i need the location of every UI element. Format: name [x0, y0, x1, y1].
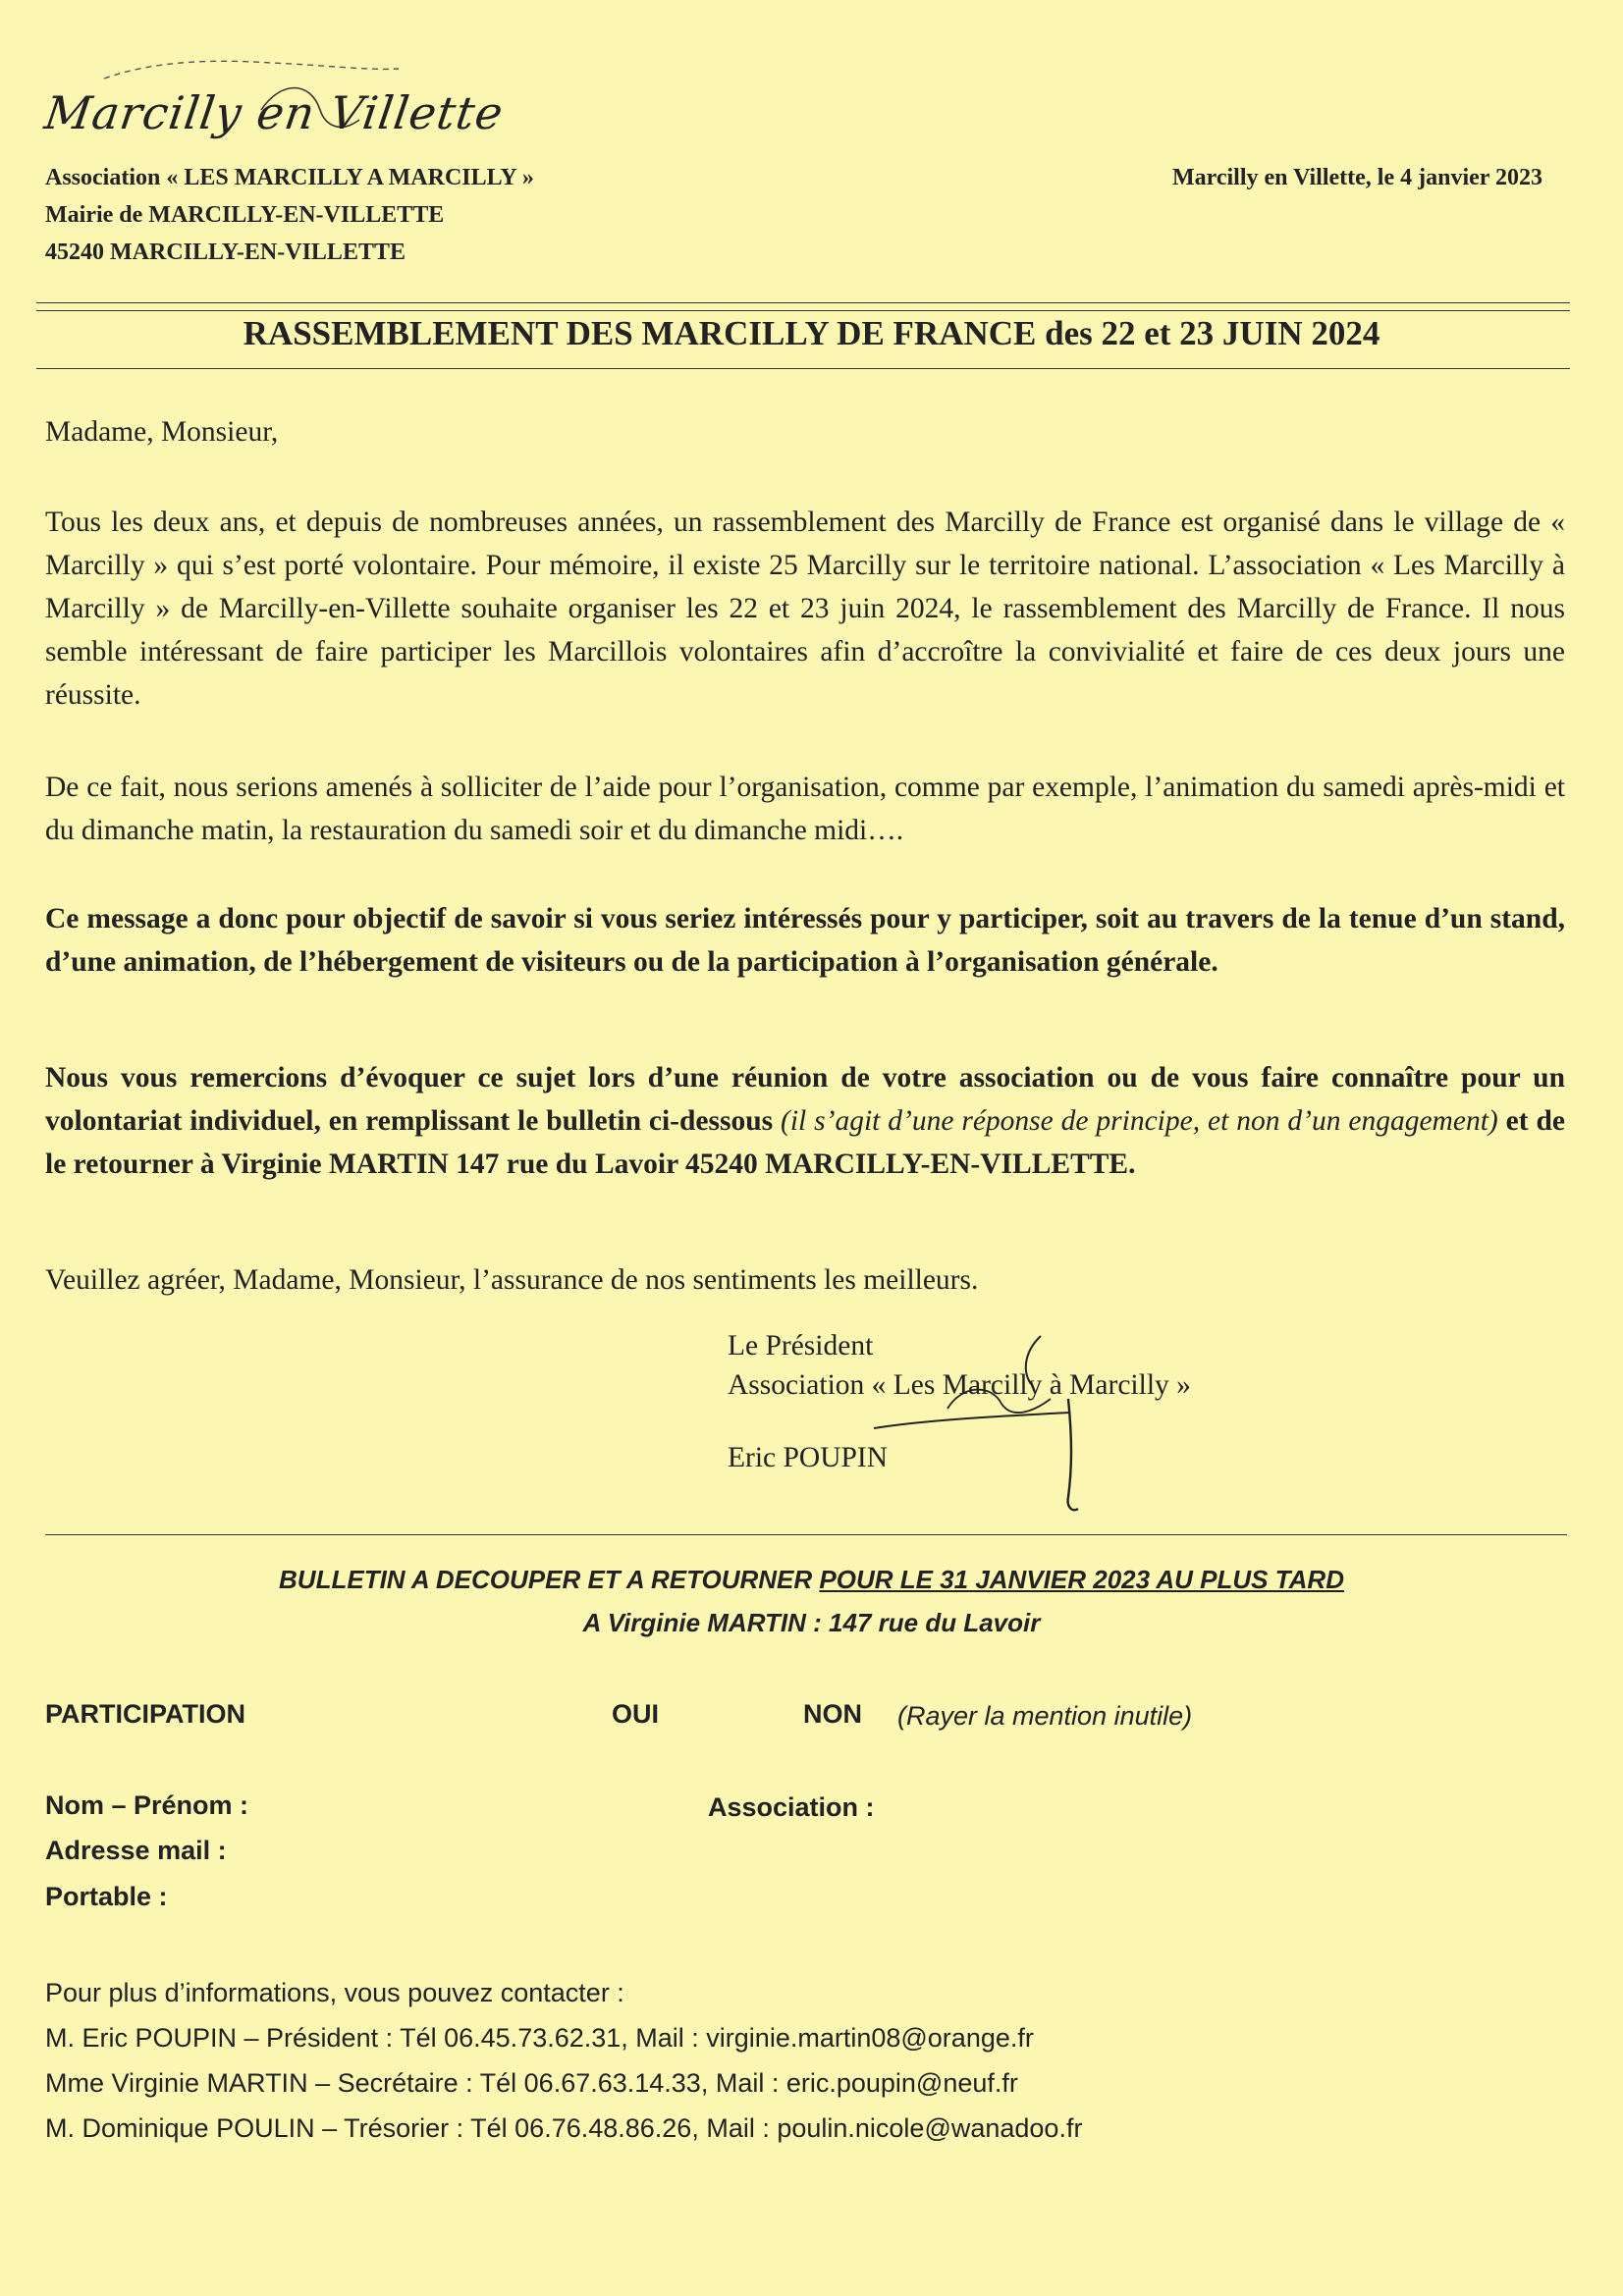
title-rule-top: [36, 302, 1570, 303]
option-non[interactable]: NON: [803, 1699, 862, 1729]
handwritten-signature-icon: [854, 1330, 1109, 1517]
request-note: (il s’agit d’une réponse de principe, et non d’un engagement): [781, 1105, 1498, 1137]
name-field-label[interactable]: Nom – Prénom :: [45, 1790, 249, 1820]
sender-address: [45, 159, 534, 271]
contacts-block: [45, 1970, 1082, 2151]
request-text: Nous vous remercions d’évoquer ce sujet lors d’une réunion de votre association ou de vous faire connaître pour un volontariat individuel, en remplissant le bulletin ci-dessous: [45, 1062, 1565, 1137]
bulletin-subheading: A Virginie MARTIN : 147 rue du Lavoir: [582, 1608, 1041, 1637]
title-rule-top-2: [36, 310, 1570, 311]
sender-line: Association « LES MARCILLY A MARCILLY »: [45, 165, 534, 190]
email-field-label[interactable]: Adresse mail :: [45, 1836, 227, 1865]
cut-line: [45, 1534, 1567, 1535]
paragraph-request: [45, 1056, 1565, 1186]
logo-text: Marcilly en Villette: [41, 86, 508, 139]
signatory-name: Eric POUPIN: [728, 1442, 889, 1473]
sender-line: Mairie de MARCILLY-EN-VILLETTE: [45, 202, 445, 228]
letter-title: RASSEMBLEMENT DES MARCILLY DE FRANCE des 22 et 23 JUIN 2024: [243, 314, 1380, 352]
closing-formula: Veuillez agréer, Madame, Monsieur, l’assurance de nos sentiments les meilleurs.: [45, 1264, 979, 1296]
sender-line: 45240 MARCILLY-EN-VILLETTE: [45, 240, 406, 265]
signatory-association: Association « Les Marcilly à Marcilly »: [728, 1369, 1191, 1401]
salutation: Madame, Monsieur,: [45, 416, 279, 448]
paragraph-intro: Tous les deux ans, et depuis de nombreuses années, un rassemblement des Marcilly de France est organisé dans le village de « Marcilly » qui s’est porté volontaire. Pour mémoire, il existe 25 Marcilly sur le territoire national. L’association « Les Marcilly à Marcilly » de Marcilly-en-Villette souhaite organiser les 22 et 23 juin 2024, le rassemblement des Marcilly de France. Il nous semble intéressant de faire participer les Marcillois volontaires afin d’accroître la convivialité et faire de ces deux jours une réussite.: [45, 507, 1565, 711]
request-text-end: et de le retourner à Virginie MARTIN 147 rue du Lavoir 45240 MARCILLY-EN-VILLETTE.: [45, 1105, 1565, 1180]
place-date: Marcilly en Villette, le 4 janvier 2023: [1171, 165, 1542, 190]
paragraph-help: De ce fait, nous serions amenés à solliciter de l’aide pour l’organisation, comme par exemple, l’animation du samedi après-midi et du dimanche matin, la restauration du samedi soir et du dimanche midi….: [45, 772, 1565, 846]
phone-field-label[interactable]: Portable :: [45, 1882, 168, 1911]
option-oui[interactable]: OUI: [612, 1699, 660, 1729]
bulletin-heading: [0, 1565, 1623, 1595]
contact-treasurer: M. Dominique POULIN – Trésorier : Tél 06.76.48.86.26, Mail : poulin.nicole@wanadoo.fr: [45, 2113, 1083, 2143]
contact-secretary: Mme Virginie MARTIN – Secrétaire : Tél 06.67.63.14.33, Mail : eric.poupin@neuf.fr: [45, 2068, 1018, 2098]
bulletin-deadline: POUR LE 31 JANVIER 2023 AU PLUS TARD: [819, 1565, 1344, 1594]
contact-president: M. Eric POUPIN – Président : Tél 06.45.73.62.31, Mail : virginie.martin08@orange.fr: [45, 2023, 1034, 2053]
contacts-intro: Pour plus d’informations, vous pouvez contacter :: [45, 1978, 624, 2007]
association-logo: [41, 51, 508, 159]
participation-label: PARTICIPATION: [45, 1699, 245, 1729]
paragraph-objective: Ce message a donc pour objectif de savoir si vous seriez intéressés pour y participer, soit au travers de la tenue d’un stand, d’une animation, de l’hébergement de visiteurs ou de la participation à l’organisation générale.: [45, 903, 1565, 978]
strike-note: (Rayer la mention inutile): [897, 1701, 1193, 1731]
title-rule-bottom: [36, 368, 1570, 369]
bulletin-heading-text: BULLETIN A DECOUPER ET A RETOURNER: [279, 1565, 820, 1594]
signatory-role: Le Président: [728, 1330, 874, 1362]
association-field-label[interactable]: Association :: [708, 1792, 875, 1822]
